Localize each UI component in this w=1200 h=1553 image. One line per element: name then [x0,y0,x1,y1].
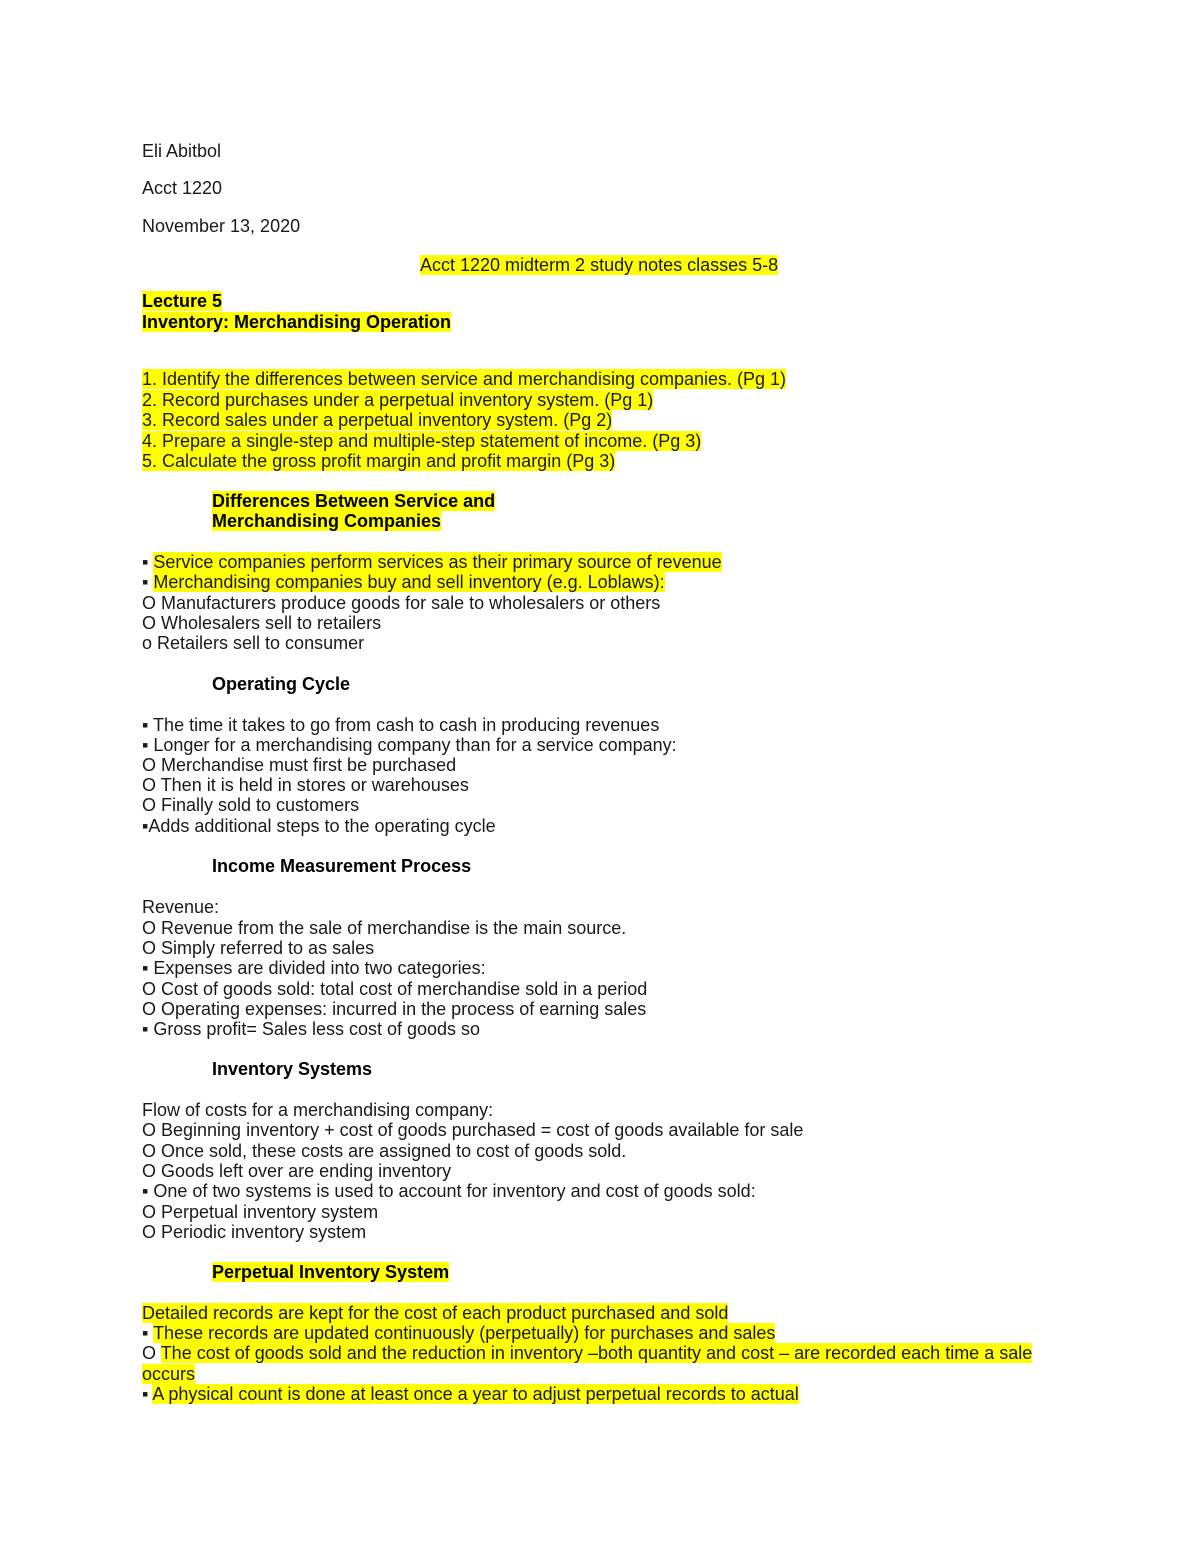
section-heading-operating-cycle: Operating Cycle [212,674,351,694]
section-heading-text: Differences Between Service and [212,491,496,511]
list-item: O Then it is held in stores or warehouses [142,775,469,795]
document-date: November 13, 2020 [142,216,301,236]
document-title [420,255,778,275]
list-item-text: occurs [142,1364,196,1384]
lecture-topic-text: Inventory: Merchandising Operation [142,312,452,332]
list-item: ▪ The time it takes to go from cash to cash in producing revenues [142,715,660,735]
sub-bullet-item: O Manufacturers produce goods for sale to wholesalers or others [142,593,661,613]
list-item: Flow of costs for a merchandising company: [142,1100,494,1120]
list-item: ▪ Gross profit= Sales less cost of goods so [142,1019,481,1039]
objective-item [142,390,653,410]
list-item: O Periodic inventory system [142,1222,367,1242]
bullet-item [142,572,665,592]
list-item: O Beginning inventory + cost of goods purchased = cost of goods available for sale [142,1120,804,1140]
list-item [142,1343,1032,1363]
list-item [142,1303,728,1323]
list-item: ▪ One of two systems is used to account for inventory and cost of goods sold: [142,1181,756,1201]
section-heading-income-measurement: Income Measurement Process [212,856,472,876]
list-item [142,1384,799,1404]
list-item: O Finally sold to customers [142,795,360,815]
objective-item [142,451,615,471]
bullet-mark: ▪ [142,572,154,592]
list-item: O Once sold, these costs are assigned to cost of goods sold. [142,1141,627,1161]
document-title-text: Acct 1220 midterm 2 study notes classes 5-8 [420,255,779,275]
bullet-mark: ▪ [142,552,154,572]
objective-item [142,369,786,389]
list-item: ▪ Expenses are divided into two categories: [142,958,486,978]
bullet-mark: ▪ [142,1384,153,1404]
list-item-text: These records are updated continuously (perpetually) for purchases and sales [153,1323,776,1343]
objective-text: 4. Prepare a single-step and multiple-step statement of income. (Pg 3) [142,431,702,451]
list-item-text: A physical count is done at least once a year to adjust perpetual records to actual [152,1384,799,1404]
list-item: O Merchandise must first be purchased [142,755,457,775]
lecture-number-text: Lecture 5 [142,291,223,311]
bullet-text: Merchandising companies buy and sell inventory (e.g. Loblaws): [153,572,665,592]
list-item-text: The cost of goods sold and the reduction in inventory –both quantity and cost – are recorded each time a sale [160,1343,1033,1363]
objective-item [142,431,701,451]
section-heading-differences-2 [212,511,441,531]
objective-text: 5. Calculate the gross profit margin and profit margin (Pg 3) [142,451,616,471]
list-item: O Perpetual inventory system [142,1202,379,1222]
author-name: Eli Abitbol [142,141,222,161]
list-item: ▪ Longer for a merchandising company than for a service company: [142,735,677,755]
list-item: O Goods left over are ending inventory [142,1161,452,1181]
course-code: Acct 1220 [142,178,223,198]
objective-text: 2. Record purchases under a perpetual inventory system. (Pg 1) [142,390,654,410]
objective-item [142,410,612,430]
section-heading-differences [212,491,495,511]
lecture-number [142,291,222,311]
list-item: ▪Adds additional steps to the operating cycle [142,816,496,836]
list-item: O Operating expenses: incurred in the process of earning sales [142,999,647,1019]
sub-bullet-item: o Retailers sell to consumer [142,633,365,653]
list-item [142,1323,775,1343]
sub-bullet-item: O Wholesalers sell to retailers [142,613,382,633]
list-item: O Revenue from the sale of merchandise is the main source. [142,918,627,938]
lecture-topic [142,312,451,332]
section-heading-perpetual [212,1262,449,1282]
bullet-item [142,552,722,572]
list-item-text: Detailed records are kept for the cost of each product purchased and sold [142,1303,729,1323]
section-heading-inventory-systems: Inventory Systems [212,1059,373,1079]
objective-text: 1. Identify the differences between service and merchandising companies. (Pg 1) [142,369,787,389]
list-item: Revenue: [142,897,220,917]
bullet-text: Service companies perform services as their primary source of revenue [153,552,722,572]
section-heading-text: Merchandising Companies [212,511,442,531]
list-item: O Cost of goods sold: total cost of merchandise sold in a period [142,979,648,999]
list-item-continuation [142,1364,195,1384]
objective-text: 3. Record sales under a perpetual inventory system. (Pg 2) [142,410,613,430]
bullet-mark: O [142,1343,161,1363]
section-heading-text: Perpetual Inventory System [212,1262,450,1282]
list-item: O Simply referred to as sales [142,938,375,958]
bullet-mark: ▪ [142,1323,154,1343]
